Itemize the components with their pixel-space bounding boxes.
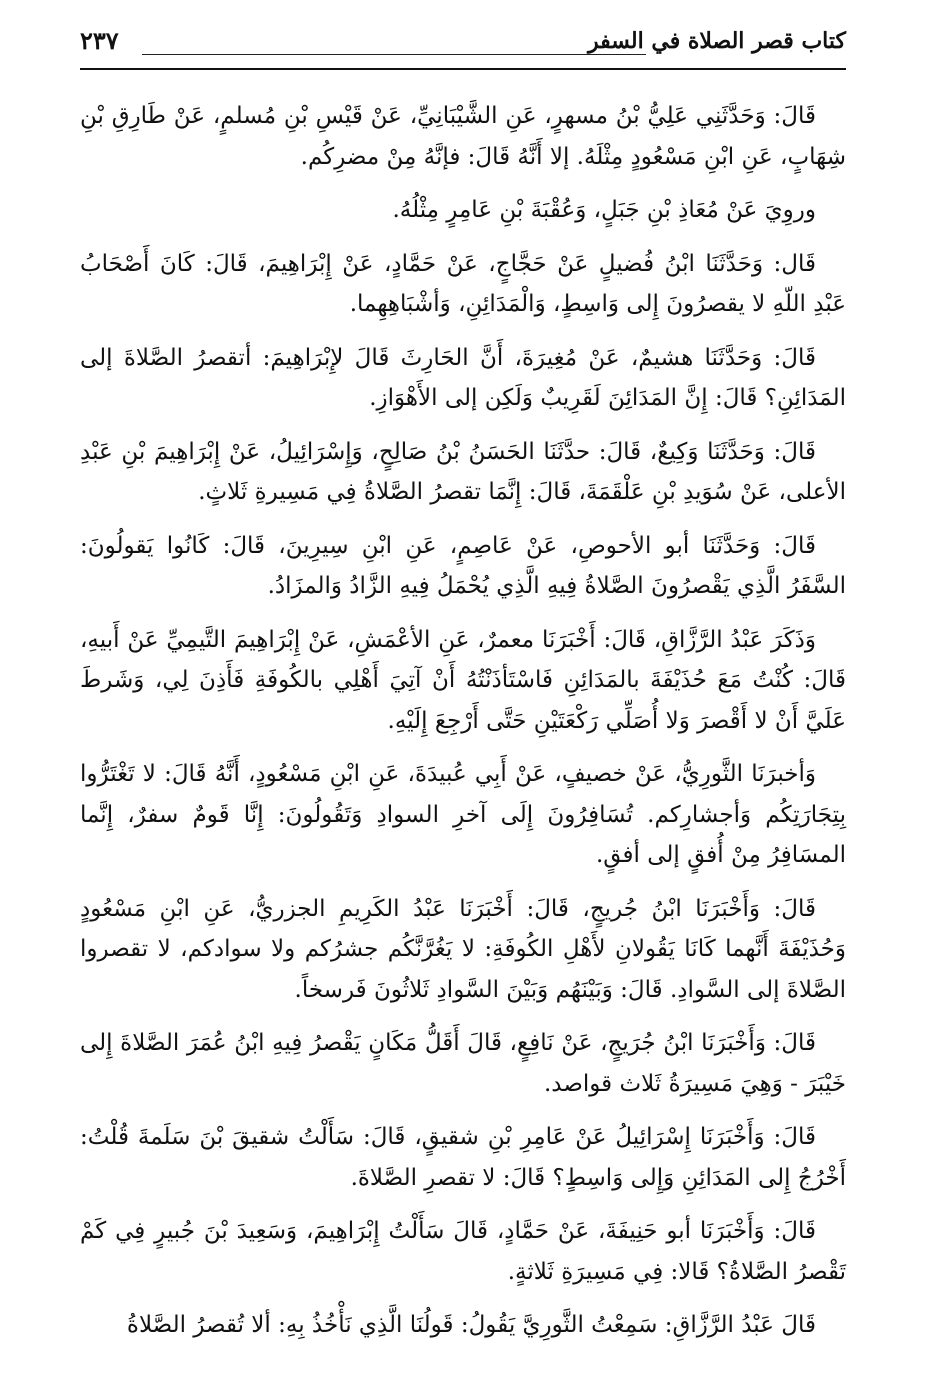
paragraph: قَالَ: وَحَدَّثَنَا هشيمٌ، عَنْ مُغِيرَةَ، أَنَّ الحَارِثَ قَالَ لإِبْرَاهِيمَ: أتقصرُ الصَّلاةَ إلى المَدَائِنِ؟ قَالَ: إِنَّ المَدَائِنَ لَقَرِيبٌ وَلَكِن إلى الأَهْوَازِ. xyxy=(80,344,846,411)
running-title: كتاب قصر الصلاة في السفر xyxy=(587,28,846,54)
paragraph: وَأخبرَنَا الثَّورِيُّ، عَنْ خصيفٍ، عَنْ أَبِي عُبيدَةَ، عَنِ ابْنِ مَسْعُودٍ، أَنَّهُ قَالَ: لا تَغْتَرُّوا بِتِجَارَتِكُم وَأجشارِكم. تُسَافِرُونَ إِلَى آخرِ السوادِ وَتَقُولُونَ: إِنَّا قَومٌ سفرٌ، إِنَّما المسَافِرُ مِنْ أُفقٍ إلى أفقٍ. xyxy=(80,761,846,868)
page-number: ٢٣٧ xyxy=(80,26,119,55)
paragraph: قَالَ: وَحَدَّثَنَا أبو الأحوصِ، عَنْ عَاصِمٍ، عَنِ ابْنِ سِيرِينَ، قَالَ: كَانُوا يَقولُونَ: السَّفَرُ الَّذِي يَقْصرُونَ الصَّلاةُ فِيهِ الَّذِي يُحْمَلُ فِيهِ الزَّادُ وَالمزَادُ. xyxy=(80,532,846,599)
paragraph: قَالَ: وَحَدَّثَنِي عَلِيُّ بْنُ مسهرٍ، عَنِ الشَّيْبَانِيِّ، عَنْ قَيْسِ بْنِ مُسلمٍ، عَنْ طَارِقِ بْنِ شِهَابٍ، عَنِ ابْنِ مَسْعُودٍ مِثْلَهُ. إلا أَنَّهُ قَالَ: فإنَّهُ مِنْ مضرِكُم. xyxy=(80,103,846,170)
paragraph: قَالَ عَبْدُ الرَّزَّاقِ: سَمِعْتُ الثَّورِيَّ يَقُولُ: قَولُنَا الَّذِي نَأْخُذُ بِهِ: ألا تُقصرُ الصَّلاةُ xyxy=(126,1312,816,1338)
paragraph: قَال: وَحَدَّثَنَا ابْنُ فُضيلٍ عَنْ حَجَّاجٍ، عَنْ حَمَّادٍ، عَنْ إِبْرَاهِيمَ، قَالَ: كَانَ أَصْحَابُ عَبْدِ اللّهِ لا يقصرُونَ إِلى وَاسِطٍ، وَالْمَدَائِنِ، وَأشْبَاهِهِما. xyxy=(80,250,846,317)
paragraph: قَالَ: وَحَدَّثَنَا وَكِيعٌ، قَالَ: حدَّثَنَا الحَسَنُ بْنُ صَالِحٍ، وَإِسْرَائِيلُ، عَنْ إِبْرَاهِيمَ بْنِ عَبْدِ الأعلى، عَنْ سُوَيدِ بْنِ عَلْقَمَةَ، قَالَ: إِنَّمَا تقصرُ الصَّلاةُ فِي مَسِيرةِ ثَلاثٍ. xyxy=(80,438,846,505)
paragraph: قَالَ: وَأَخْبَرَنَا ابْنُ جُريجٍ، قَالَ: أَخْبَرَنَا عَبْدُ الكَرِيمِ الجزريُّ، عَنِ ابْنِ مَسْعُودٍ وَحُذَيْفَةَ أَنَّهما كَانَا يَقُولانِ لأَهْلِ الكُوفَةِ: لا يَغُرَّنَّكُم جشرُكم ولا سوادكم، لا تقصروا الصَّلاةَ إلى السَّوادِ. قَالَ: وَبَيْنَهُم وَبَيْنَ السَّوادِ ثَلاثُونَ فَرسخاً. xyxy=(80,895,846,1003)
paragraph: قَالَ: وَأَخْبَرَنَا أبو حَنِيفَةَ، عَنْ حَمَّادٍ، قَالَ سَأَلْتُ إِبْرَاهِيمَ، وَسَعِيدَ بْنَ جُبيرٍ فِي كَمْ تَقْصرُ الصَّلاةُ؟ قَالا: فِي مَسِيرَةِ ثَلاثةٍ. xyxy=(80,1218,846,1285)
paragraph: قَالَ: وَأَخْبَرَنَا ابْنُ جُرَيجٍ، عَنْ نَافِعٍ، قَالَ أَقَلُّ مَكَانٍ يَقْصرُ فِيهِ ابْنُ عُمَرَ الصَّلاةَ إِلى خَيْبَرَ - وَهِيَ مَسِيرَةُ ثَلاث قواصد. xyxy=(80,1030,846,1097)
page-header xyxy=(80,22,846,68)
paragraph: قَالَ: وَأَخْبَرَنَا إِسْرَائِيلُ عَنْ عَامِرِ بْنِ شقيقٍ، قَالَ: سَأَلْتُ شقيقَ بْنَ سَلَمةَ قُلْتُ: أَخْرُجُ إِلى المَدَائِنِ وَإِلى وَاسِطٍ؟ قَالَ: لا تقصرِ الصَّلاةَ. xyxy=(80,1124,846,1191)
header-rule xyxy=(80,68,846,70)
paragraph: وروِيَ عَنْ مُعَاذِ بْنِ جَبَلٍ، وَعُقْبَةَ بْنِ عَامِرٍ مِثْلُهُ. xyxy=(392,197,816,223)
body-text xyxy=(80,96,846,1359)
paragraph: وَذَكَرَ عَبْدُ الرَّزَّاقِ، قَالَ: أَخْبَرَنَا معمرٌ، عَنِ الأعْمَشِ، عَنْ إِبْرَاهِيمَ التَّيمِيِّ عَنْ أَبيهِ، قَالَ: كُنْتُ مَعَ حُذَيْفَةَ بالمَدَائِنِ فَاسْتَأذَنْتُهُ أَنْ آتِيَ أَهْلِي بالكُوفَةِ فَأَذِنَ لِي، وَشَرطَ عَلَيَّ أَنْ لا أَقْصرَ وَلا أُصَلِّي رَكْعَتَيْنِ حَتَّى أَرْجِعَ إِلَيْهِ. xyxy=(80,626,846,734)
header-dash-line xyxy=(142,54,646,55)
